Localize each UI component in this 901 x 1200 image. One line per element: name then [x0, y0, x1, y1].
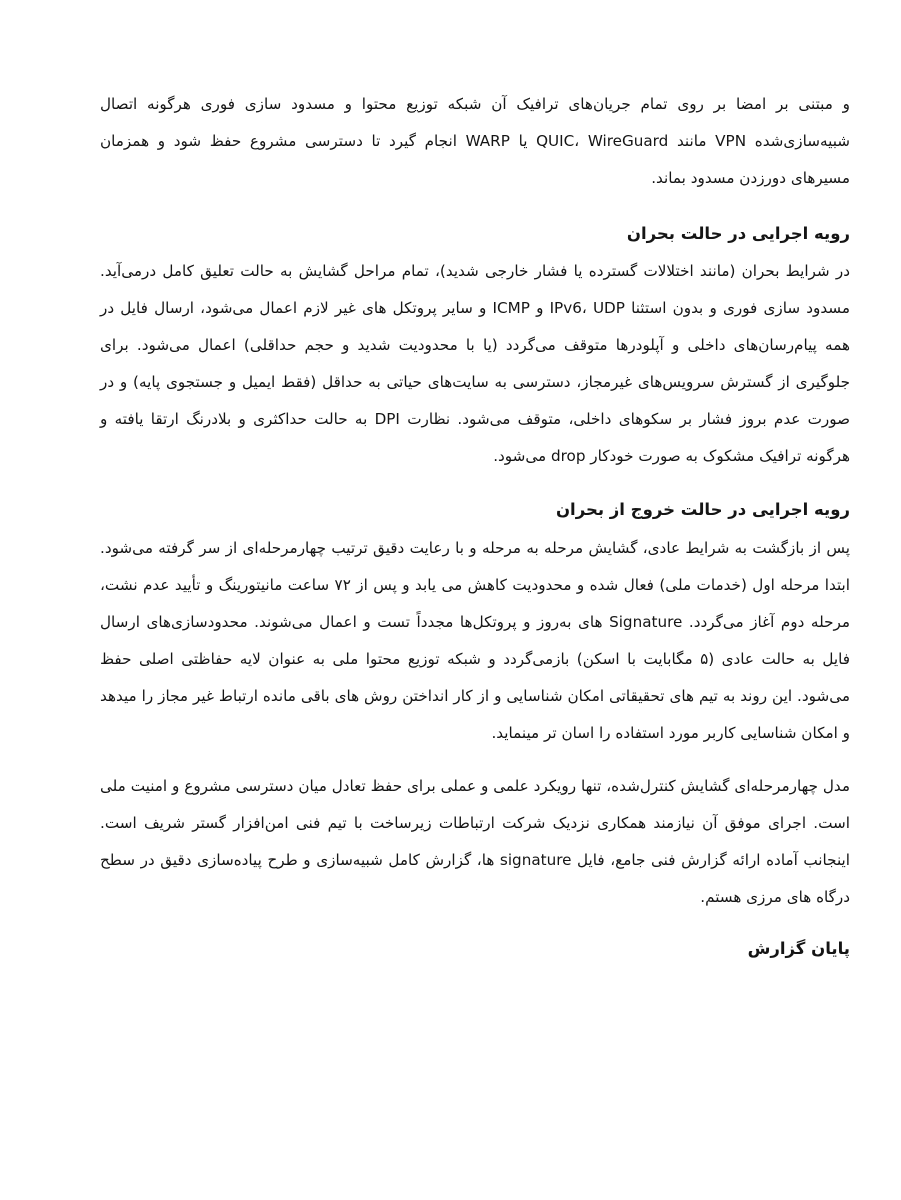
document-body — [100, 86, 850, 964]
crisis-procedure-paragraph: در شرایط بحران (مانند اختلالات گسترده یا فشار خارجی شدید)، تمام مراحل گشایش به حالت تعلیق کامل درمی‌آید. مسدود سازی فوری و بدون استثنا IPv6، UDP و ICMP و سایر پروتکل های غیر لازم اعمال می‌شود، ارسال فایل در همه پیام‌رسان‌های داخلی و آپلودرها متوقف می‌گردد (یا با محدودیت شدید و حجم حداقلی) اعمال می‌شود. برای جلوگیری از گسترش سرویس‌های غیرمجاز، دسترسی به سایت‌های حیاتی به حداقل (فقط ایمیل و جستجوی پایه) و در صورت عدم بروز فشار بر سکوهای داخلی، متوقف می‌شود. نظارت DPI به حالت حداکثری و بلادرنگ ارتقا یافته و هرگونه ترافیک مشکوک به صورت خودکار drop می‌شود. — [100, 262, 850, 465]
end-of-report-heading: پایان گزارش — [747, 939, 850, 958]
intro-paragraph: و مبتنی بر امضا بر روی تمام جریان‌های ترافیک آن شبکه توزیع محتوا و مسدود سازی فوری هرگونه اتصال شبیه‌سازی‌شده VPN مانند QUIC، WireGuard یا WARP انجام گیرد تا دسترسی مشروع حفظ شود و همزمان مسیرهای دورزدن مسدود بماند. — [100, 95, 851, 187]
crisis-procedure-heading: رویه اجرایی در حالت بحران — [626, 224, 850, 243]
model-summary-paragraph: مدل چهارمرحله‌ای گشایش کنترل‌شده، تنها رویکرد علمی و عملی برای حفظ تعادل میان دسترسی مشروع و امنیت ملی است. اجرای موفق آن نیازمند همکاری نزدیک شرکت ارتباطات زیرساخت با تیم فنی امن‌افزار گستر شریف است. اینجانب آماده ارائه گزارش فنی جامع، فایل signature ها، گزارش کامل شبیه‌سازی و طرح پیاده‌سازی دقیق در سطح درگاه های مرزی هستم. — [100, 777, 850, 906]
crisis-exit-heading: رویه اجرایی در حالت خروج از بحران — [555, 500, 850, 519]
crisis-exit-paragraph: پس از بازگشت به شرایط عادی، گشایش مرحله به مرحله و با رعایت دقیق ترتیب چهارمرحله‌ای از سر گرفته می‌شود. ابتدا مرحله اول (خدمات ملی) فعال شده و محدودیت کاهش می یابد و پس از ۷۲ ساعت مانیتورینگ و تأیید عدم نشت، مرحله دوم آغاز می‌گردد. Signature های به‌روز و پروتکل‌ها مجدداً تست و اعمال می‌شوند. محدودسازی‌های ارسال فایل به حالت عادی (۵ مگابایت با اسکن) بازمی‌گردد و شبکه توزیع محتوا ملی به عنوان لایه حفاظتی اصلی حفظ می‌شود. این روند به تیم های تحقیقاتی امکان شناسایی و از کار انداختن روش های باقی مانده ارتباط غیر مجاز را میدهد و امکان شناسایی کاربر مورد استفاده را اسان تر مینماید. — [100, 539, 850, 742]
